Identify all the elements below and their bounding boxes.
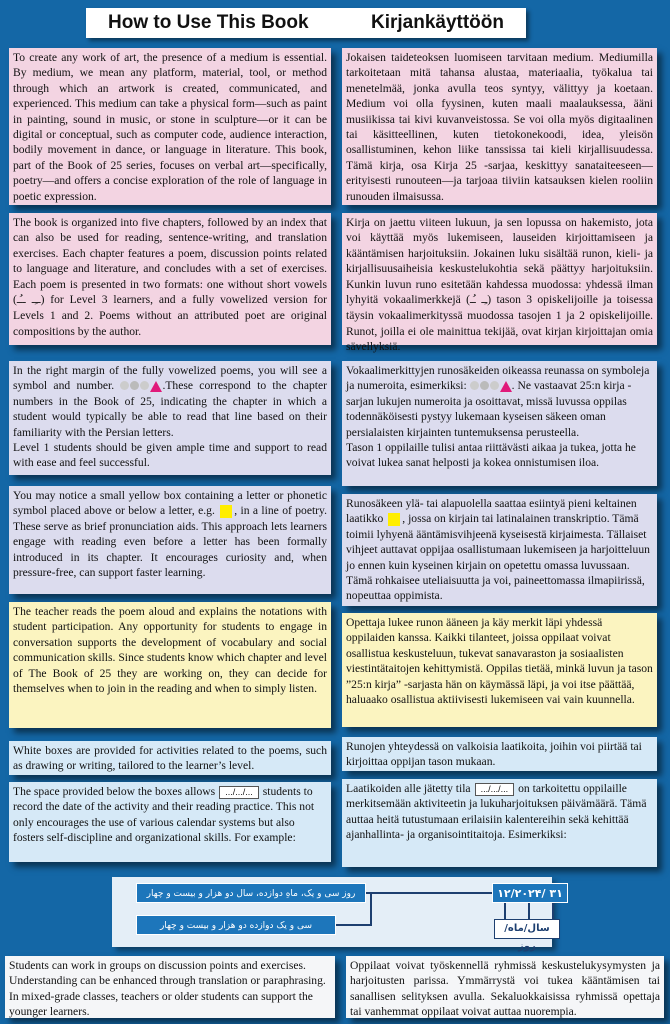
example-date: ۳۱ /۱۲/۲۰۲۴ [492, 883, 568, 903]
teacher-english-text: The teacher reads the poem aloud and explains the notations with student participation. Any opportunity for students to engage in conversation supports the development of vocabulary and social communication skills. Since students know which chapter and level of The Book of 25 they are working on, they can decide for themselves when to join in the reading and when to simply listen. [13, 605, 327, 696]
organization-english [9, 213, 331, 345]
symbols-english [9, 361, 331, 475]
organization-english-text: The book is organized into five chapters, followed by an index that can also be used for reading, sentence-writing, and translation exercises. Each chapter features a poem, discussion points related to language and literature, and concludes with a set of exercises. Each poem is presented in two formats: one without short vowels (ــِـ ــُـ) for Level 3 learners, and a fully vowelized version for Levels 1 and 2. Poems without an attributed poet are original compositions by the author. [13, 216, 327, 338]
example-connector [528, 903, 530, 919]
example-date-format-label: سال/ماه/ روز [494, 919, 560, 939]
yellow-box-english-text: You may notice a small yellow box containing a letter or phonetic symbol placed above or below a letter, e.g. , in a line of poetry. These serve as brief pronunciation aids. This approach lets learners engage with reading even before a letter has been formally introduced in its chapter. It encourages curiosity and, when pressure-free, can support faster learning. [13, 489, 327, 580]
groups-finnish-text: Oppilaat voivat työskennellä ryhmissä keskustelukysymysten ja harjoitusten parissa. Ymmärrystä voi tukea kääntämisen tai sanallisen selityksen avulla. Sekaluokkaisissa ryhmissä opettaja tai vanhemmat oppilaat voivat auttaa nuorempia. [350, 959, 660, 1019]
date-english [9, 782, 331, 862]
white-boxes-english [9, 741, 331, 775]
date-example-graphic [112, 877, 563, 952]
example-connector [336, 924, 372, 926]
white-boxes-english-text: White boxes are provided for activities related to the poems, such as drawing or writing, tailored to the learner’s level. [13, 744, 327, 773]
organization-finnish-text: Kirja on jaettu viiteen lukuun, ja sen lopussa on hakemisto, jota voi käyttää myös lukemiseen, lauseiden kirjoittamiseen ja kääntämisen harjoituksiin. Jokainen luku sisältää runon, kieli- ja kirjallisuusaiheisia keskustelukohtia sekä päättyy harjoituksiin. Kunkin luvun runo esitetään kahdessa muodossa: yhdessä ilman lyhyitä vokaalimerkkejä (ـِـ ـُـ) tason 3 opiskelijoille ja toisessa täysin vokaalimerkityssä muodossa tasojen 1 ja 2 opiskelijoille. Runot, joilla ei ole mainittua tekijää, ovat kirjan kirjoittajan omia sävellyksiä. [346, 216, 653, 354]
yellow-box-english [9, 486, 331, 594]
intro-finnish [342, 48, 657, 205]
intro-english-text: To create any work of art, the presence of a medium is essential. By medium, we mean any platform, material, tool, or method through which an artwork is created, communicated, and experienced. This medium can take a physical form—such as paint in painting, sound in music, or stone in sculpture—or it can be digital or conceptual, such as computer code, audience interaction, bodily movement in dance, or language in literature. This book, part of the Book of 25 series, focuses on verbal art—specifically, poetry—and offers a concise exploration of the role of language in poetic expression. [13, 51, 327, 203]
title-bar [86, 8, 526, 38]
example-connector [366, 892, 492, 894]
white-boxes-finnish-text: Runojen yhteydessä on valkoisia laatikoita, joihin voi piirtää tai kirjoittaa oppijan tason mukaan. [346, 740, 642, 769]
symbols-english-text: In the right margin of the fully vowelized poems, you will see a symbol and number. .These correspond to the chapter numbers in the Book of 25, indicating the chapter in which a student would typically be able to read that line based on their familiarity with the Persian letters. Level 1 students should be given ample time and support to read with ease and feel successful. [13, 364, 327, 470]
teacher-finnish [342, 613, 657, 727]
groups-english [5, 956, 335, 1018]
title-finnish: Kirjankäyttöön [370, 12, 504, 33]
intro-english [9, 48, 331, 205]
short-vowels-icon: ـِـ ـُـ [469, 295, 488, 307]
teacher-english [9, 602, 331, 728]
yellow-box-finnish [342, 494, 657, 606]
intro-finnish-text: Jokaisen taideteoksen luomiseen tarvitaan medium. Mediumilla tarkoitetaan mitä tahansa alustaa, materiaalia, työkalua tai menetelmää, jonka avulla teos syntyy, välittyy ja koetaan. Medium voi olla fyysinen, kuten maali maalauksessa, ääni musiikissa tai kivi kuvanveistossa. Se voi olla myös digitaalinen tai käsitteellinen, kuten tietokonekoodi, idea, yleisön osallistuminen, kehon liike tanssissa tai kieli kirjallisuudessa. Tämä kirja, osa Kirja 25 -sarjaa, keskittyy sanataiteeseen—erityisesti runouteen—ja tarjoaa tiiviin katsauksen kielen rooliin runouden ilmaisussa. [346, 51, 653, 203]
example-strip-numbers-words: سی و یک دوازده دو هزار و بیست و چهار [136, 915, 336, 935]
symbols-finnish-text: Vokaalimerkittyjen runosäkeiden oikeassa reunassa on symboleja ja numeroita, esimerkiksi: . Ne vastaavat 25:n kirja -sarjan lukujen numeroita ja osoittavat, missä luvussa oppilas todennäköisesti pystyy lukemaan kyseisen säkeen oman persialaisten kirjainten tuntemuksensa perusteella. Tason 1 oppilaille tulisi antaa riittävästi aikaa ja tukea, jotta he voivat lukea sanat helposti ja kokea onnistumisen iloa. [346, 364, 650, 470]
yellow-box-finnish-text: Runosäkeen ylä- tai alapuolella saattaa esiintyä pieni keltainen laatikko , jossa on kirjain tai latinalainen transkriptio. Tämä toimii lyhyenä ääntämisvihjeenä kyseisestä kirjaimesta. Tällaiset vihjeet auttavat oppijaa osallistumaan lukemiseen ja harjoitteluun jo ennen kuin kyseinen kirjain on opetettu omassa luvussaan. Tämä rohkaisee uteliaisuutta ja voi, paineettomassa ilmapiirissä, nopeuttaa oppimista. [346, 497, 650, 603]
groups-english-text: Students can work in groups on discussion points and exercises. Understanding can be enhanced through translation or paraphrasing. In mixed-grade classes, teachers or older students can support the younger learners. [9, 959, 326, 1019]
example-connector [552, 903, 554, 919]
example-strip-words: روز سی و یک، ماهِ دوازده، سال دو هزار و بیست و چهار [136, 883, 366, 903]
date-finnish [342, 779, 657, 867]
date-finnish-text: Laatikoiden alle jätetty tila .../.../... on tarkoitettu oppilaille merkitsemään aktiviteetin ja lukuharjoituksen päivämäärä. Tämä auttaa heitä tutustumaan erilaisiin kalentereihin sekä kehittää ajanhallinta- ja organisointitaitoja. Esimerkiksi: [346, 782, 647, 842]
chapter-symbols-icon [470, 381, 512, 392]
groups-finnish [346, 956, 664, 1018]
example-connector [504, 903, 506, 919]
symbols-finnish [342, 361, 657, 486]
organization-finnish [342, 213, 657, 354]
white-boxes-finnish [342, 737, 657, 771]
example-connector [370, 892, 372, 926]
date-field-icon: .../.../... [475, 783, 515, 796]
date-english-text: The space provided below the boxes allows .../.../... students to record the date of the activity and their reading practice. This not only encourages the use of various calendar systems but also fosters self-discipline and organizational skills. For example: [13, 785, 315, 845]
title-english: How to Use This Book [108, 12, 309, 33]
yellow-hint-box [388, 513, 400, 526]
date-field-icon: .../.../... [219, 786, 259, 799]
chapter-symbols-icon [120, 381, 162, 392]
teacher-finnish-text: Opettaja lukee runon ääneen ja käy merkit läpi yhdessä oppilaiden kanssa. Kaikki tilanteet, joissa oppilaat voivat osallistua keskusteluun, tukevat sanavaraston ja sosiaalisten viestintätaitojen kehittymistä. Oppilas tietää, minkä luvun ja tason ”25:n kirja” -sarjasta hän on käymässä läpi, ja voi itse päättää, haluaako osallistua aktiivisesti lukemiseen vai vain kuunnella. [346, 616, 653, 707]
yellow-hint-box [220, 505, 232, 518]
short-vowels-icon: ــِـ ــُـ [16, 295, 41, 307]
